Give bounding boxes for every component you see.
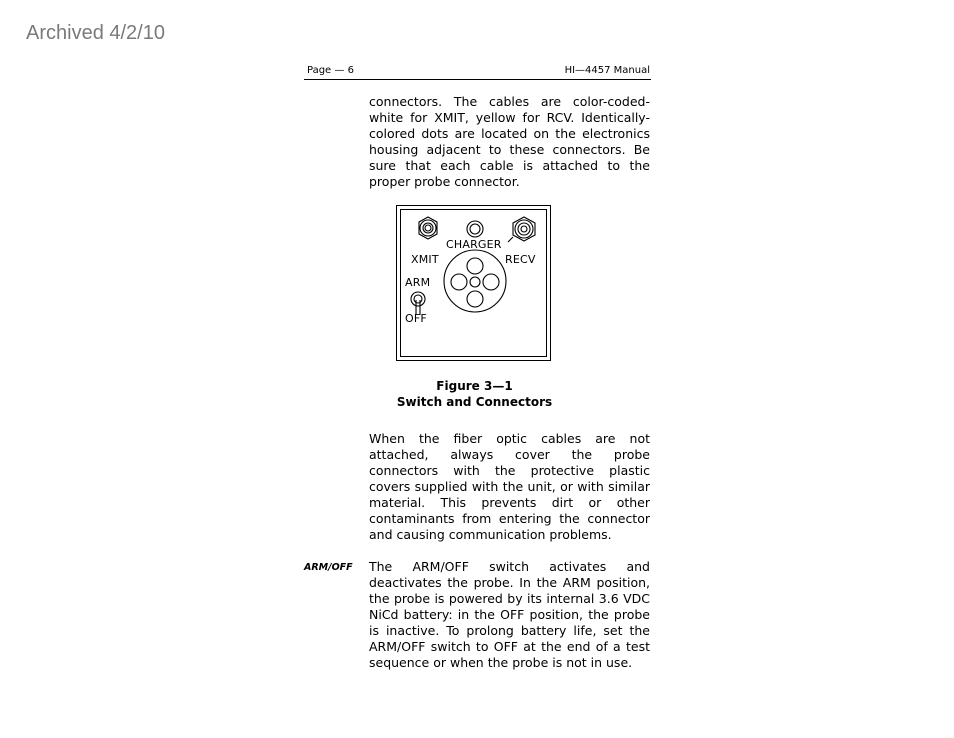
label-off: OFF — [405, 312, 427, 325]
battery-cap-icon — [444, 250, 506, 312]
xmit-connector-icon — [419, 217, 437, 239]
paragraph-arm-off: The ARM/OFF switch activates and deactivates the probe. In the ARM position, the probe is powered by its internal 3.6 VDC NiCd battery: in the OFF position, the probe is inactive. To prolong battery life, set the ARM/OFF switch to OFF at the end of a test sequence or when the probe is not in use. — [369, 559, 650, 670]
side-heading-arm-off: ARM/OFF — [304, 562, 353, 573]
figure-caption-number: Figure 3—1 — [436, 379, 513, 393]
label-arm: ARM — [405, 276, 431, 289]
running-header — [304, 65, 651, 80]
manual-title: HI—4457 Manual — [564, 65, 650, 76]
label-charger: CHARGER — [446, 238, 502, 251]
archived-watermark: Archived 4/2/10 — [26, 22, 165, 44]
paragraph-protective-covers: When the fiber optic cables are not attached, always cover the probe connectors with the protective plastic covers supplied with the unit, or with similar material. This prevents dirt or other contaminants from entering the connector and causing communication problems. — [369, 431, 650, 542]
paragraph-connectors: connectors. The cables are color-coded-white for XMIT, yellow for RCV. Identically-colored dots are located on the electronics housing adjacent to these connectors. Be sure that each cable is attached to the proper probe connector. — [369, 94, 650, 189]
figure-caption-title: Switch and Connectors — [396, 395, 553, 409]
label-recv: RECV — [505, 253, 536, 266]
charger-jack-icon — [467, 221, 483, 237]
figure-switch-connectors — [396, 205, 551, 361]
label-xmit: XMIT — [411, 253, 439, 266]
recv-connector-icon — [508, 217, 535, 242]
page-number: Page — 6 — [307, 65, 354, 76]
